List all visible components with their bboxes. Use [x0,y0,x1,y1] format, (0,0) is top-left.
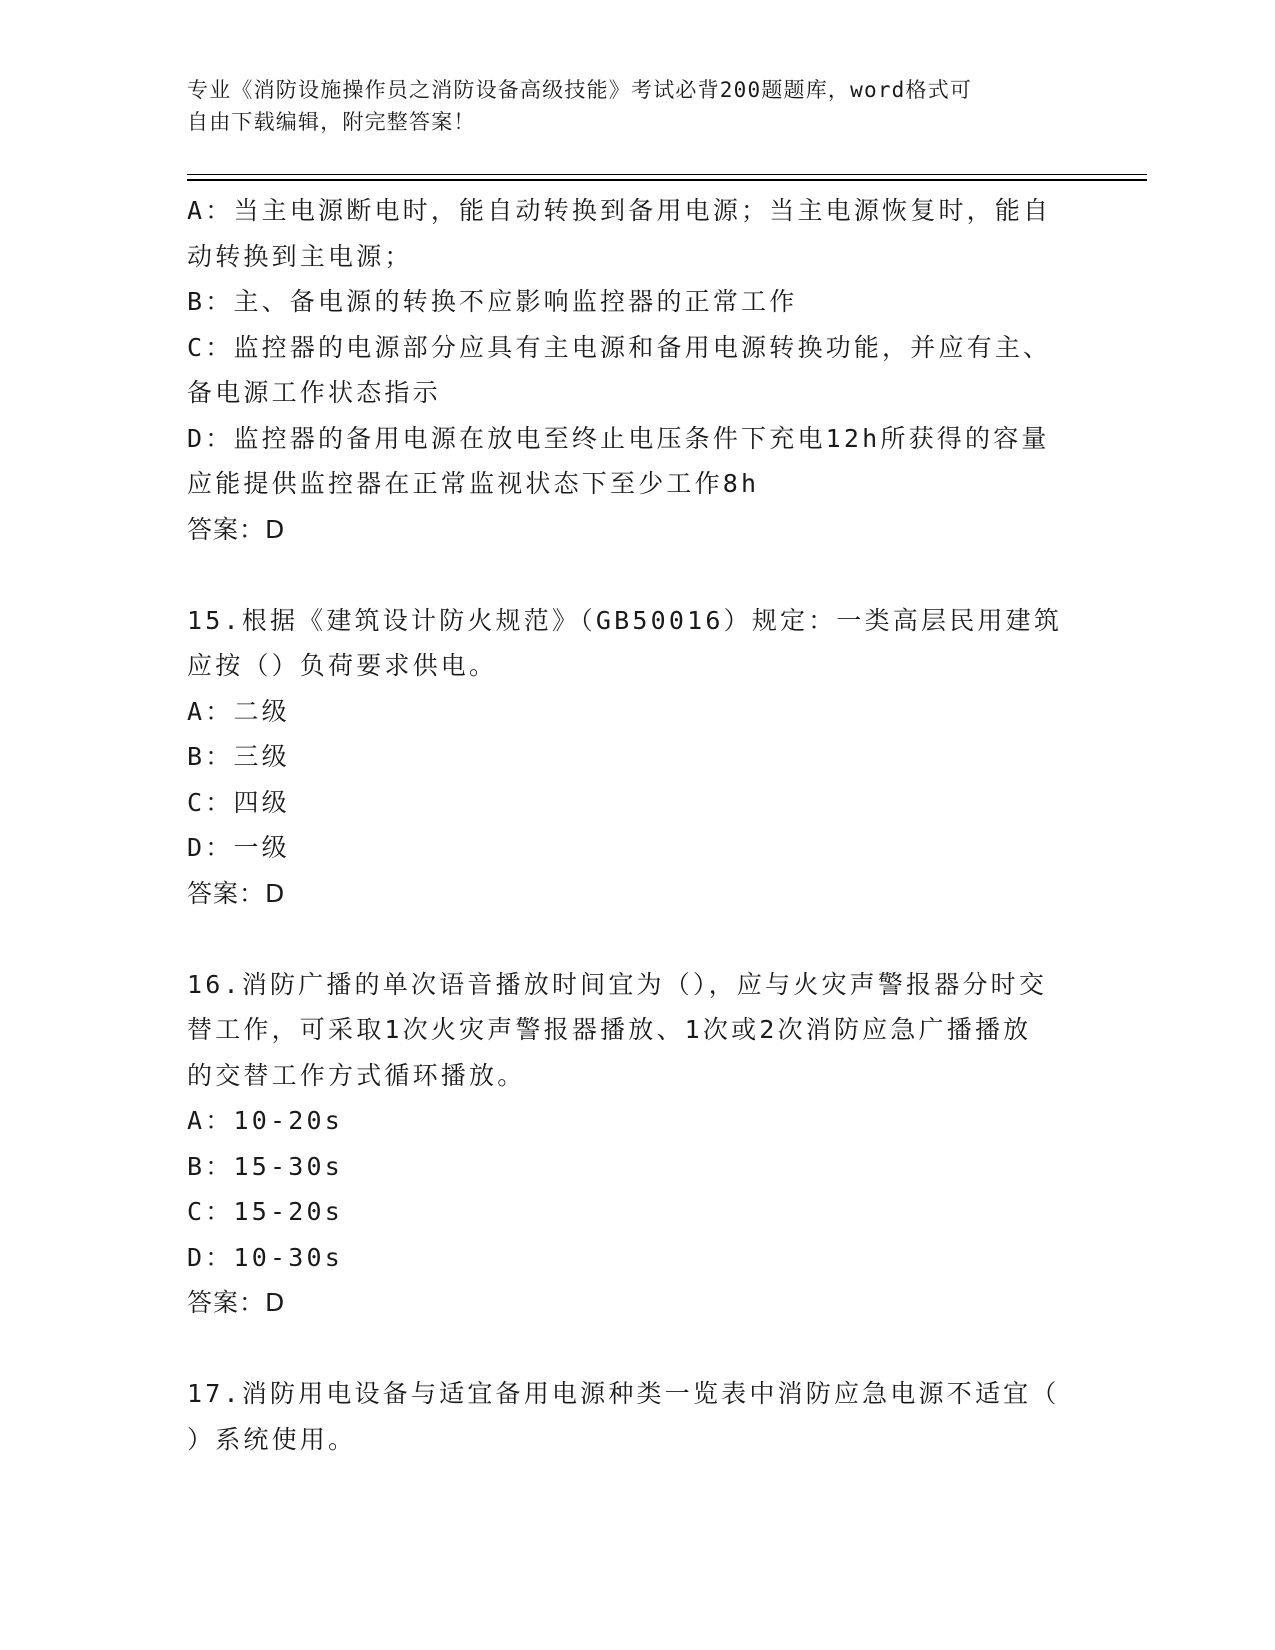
question-14-block [187,188,1087,552]
header-divider-thin [187,174,1147,175]
question-15-option-b: B：三级 [187,742,290,771]
question-17-stem-line-1: 17.消防用电设备与适宜备用电源种类一览表中消防应急电源不适宜（ [187,1379,1060,1408]
question-15-option-a: A：二级 [187,696,290,726]
question-17-stem-line-2: ）系统使用。 [187,1424,357,1454]
document-header [187,74,1067,138]
header-line-2: 自由下载编辑，附完整答案！ [187,110,476,134]
question-15-stem-line-1: 15.根据《建筑设计防火规范》（GB50016）规定：一类高层民用建筑 [187,605,1063,635]
answer-15: 答案：D [187,878,286,908]
question-15-option-d: D：一级 [187,833,290,862]
question-16-stem-line-2: 替工作，可采取1次火灾声警报器播放、1次或2次消防应急广播播放 [187,1015,1032,1044]
option-b: B：主、备电源的转换不应影响监控器的正常工作 [187,287,798,316]
option-d-line-1: D：监控器的备用电源在放电至终止电压条件下充电12h所获得的容量 [187,423,1050,453]
question-16-stem-line-3: 的交替工作方式循环播放。 [187,1060,526,1090]
question-16-option-c: C：15-20s [187,1197,343,1226]
option-a-line-2: 动转换到主电源； [187,241,413,271]
question-content [187,188,1087,1462]
option-a-line-1: A：当主电源断电时，能自动转换到备用电源；当主电源恢复时，能自 [187,196,1052,225]
question-17-block [187,1371,1087,1462]
question-16-option-a: A：10-20s [187,1106,343,1135]
spacer [187,1326,1087,1372]
question-15-stem-line-2: 应按（）负荷要求供电。 [187,651,498,680]
question-15-option-c: C：四级 [187,787,290,817]
option-d-line-2: 应能提供监控器在正常监视状态下至少工作8h [187,469,760,498]
spacer [187,552,1087,598]
question-16-option-b: B：15-30s [187,1151,343,1181]
question-16-block [187,962,1087,1326]
option-c-line-2: 备电源工作状态指示 [187,378,441,407]
answer-16: 答案：D [187,1288,286,1317]
option-c-line-1: C：监控器的电源部分应具有主电源和备用电源转换功能，并应有主、 [187,332,1052,362]
question-16-stem-line-1: 16.消防广播的单次语音播放时间宜为（），应与火灾声警报器分时交 [187,969,1048,999]
question-15-block [187,598,1087,917]
header-line-1: 专业《消防设施操作员之消防设备高级技能》考试必背200题题库，word格式可 [187,78,973,102]
spacer [187,916,1087,962]
header-divider-thick [187,179,1147,181]
question-16-option-d: D：10-30s [187,1242,343,1272]
answer-14: 答案：D [187,514,286,544]
